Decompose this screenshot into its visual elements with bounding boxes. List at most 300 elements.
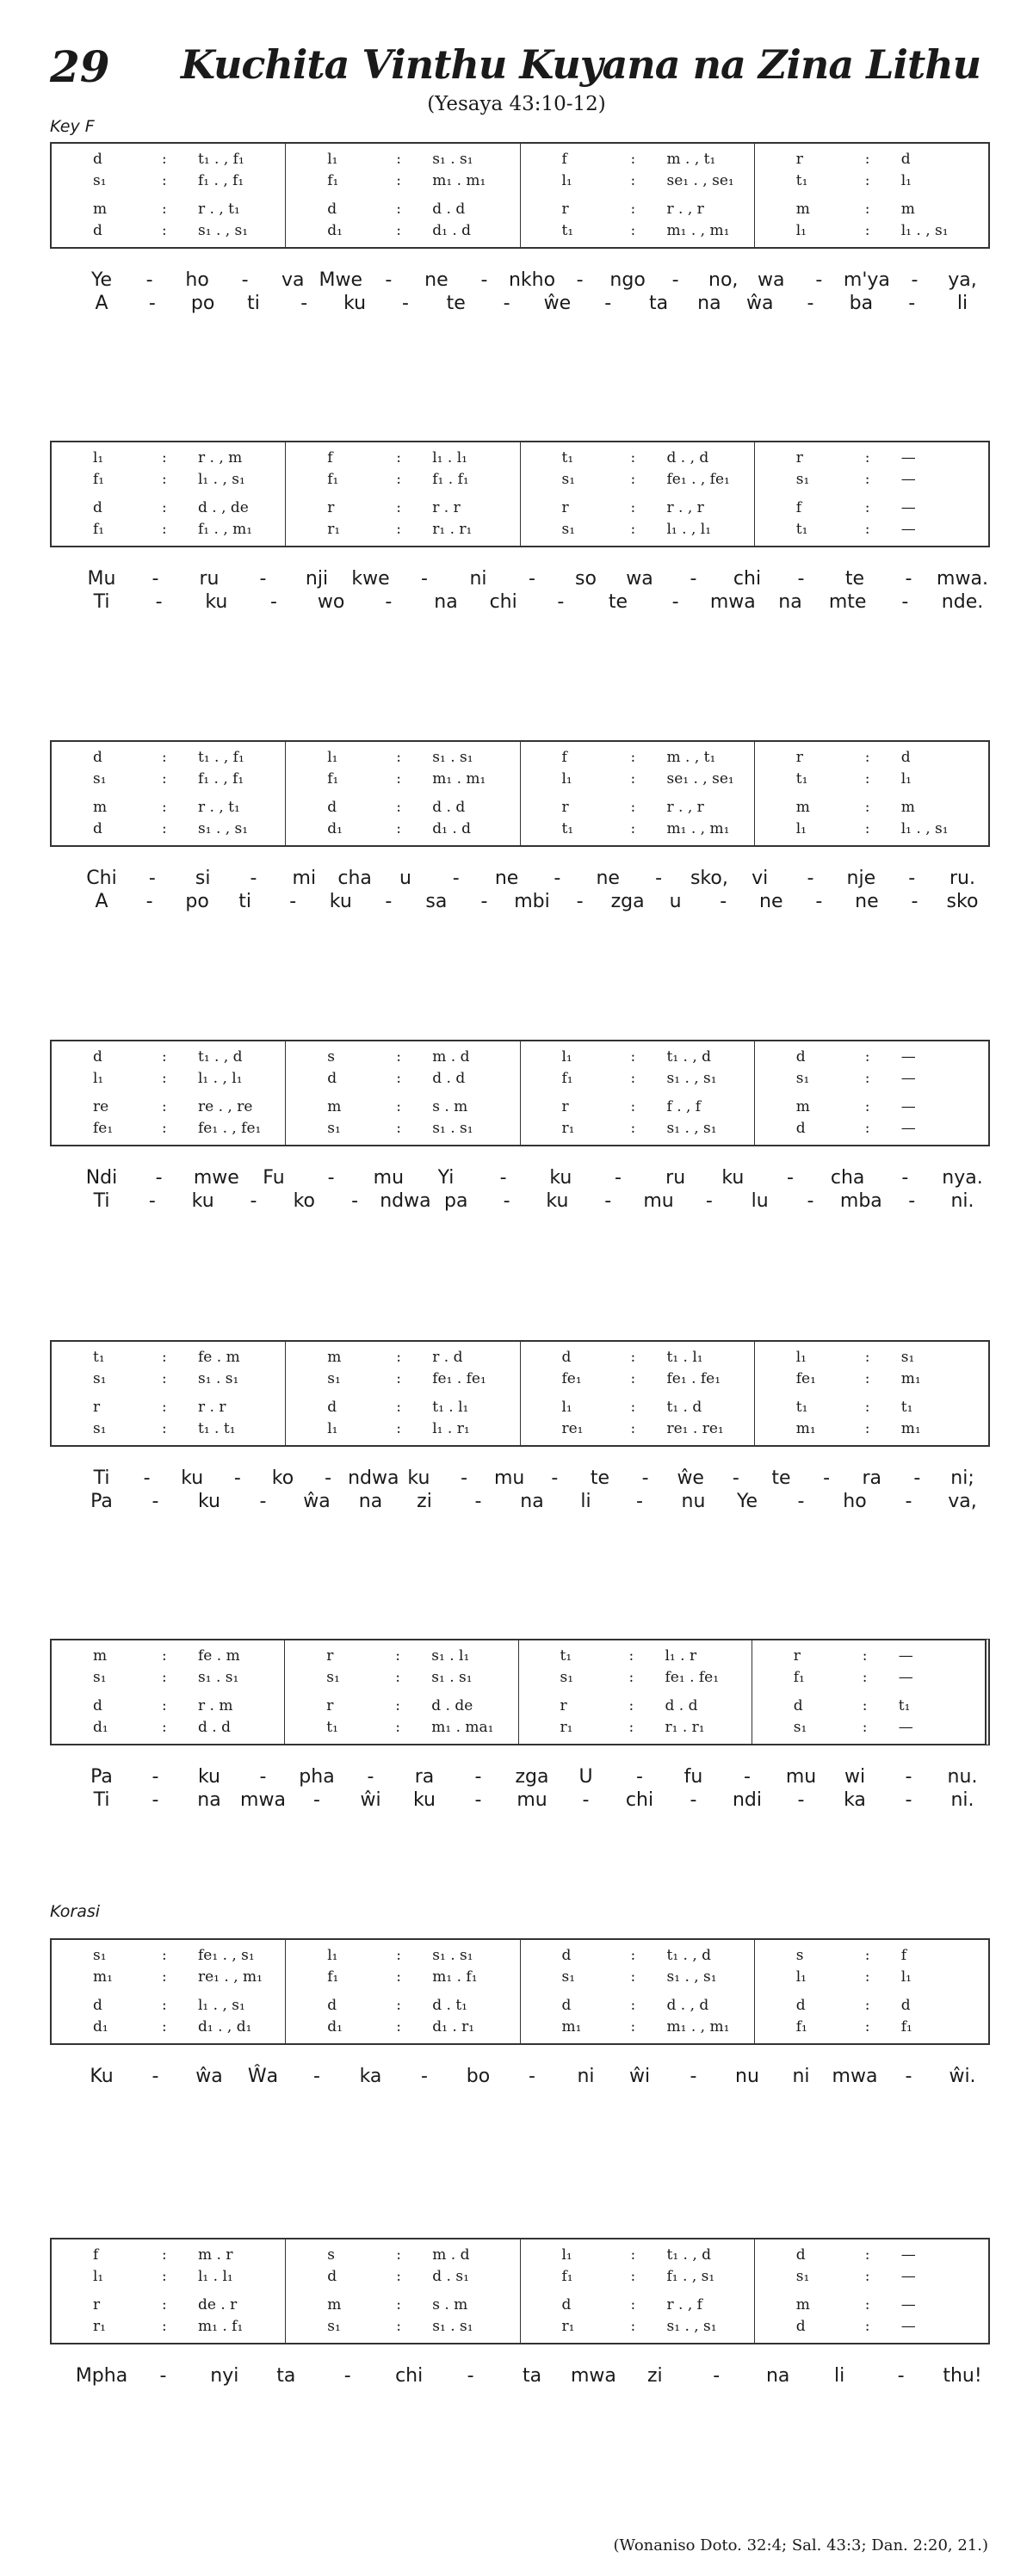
lyric-syllable: nu (735, 2066, 759, 2087)
beat-separator: : (162, 1098, 167, 1115)
solfa-note: m₁ (561, 2018, 582, 2035)
voice-line (286, 1120, 519, 1137)
lyric-syllable: ku (549, 1167, 572, 1189)
solfa-note: l₁ (327, 151, 338, 168)
beat-separator: : (630, 471, 636, 488)
beat-separator: : (630, 2018, 636, 2035)
syllable-hyphen: - (385, 591, 393, 613)
syllable-hyphen: - (155, 1167, 163, 1189)
lyric-syllable: zi (647, 2365, 663, 2387)
solfa-note: m₁ . m₁ (432, 770, 486, 788)
solfa-note: l₁ . , s₁ (198, 1997, 245, 2014)
syllable-hyphen: - (911, 269, 919, 291)
syllable-hyphen: - (690, 1789, 697, 1811)
solfa-note: m₁ (900, 1370, 921, 1387)
voice-line (755, 2268, 988, 2285)
voice-line (286, 1947, 519, 1964)
solfa-note: r (795, 749, 803, 766)
beat-separator: : (630, 1420, 636, 1437)
syllable-hyphen: - (576, 891, 584, 912)
lyric-syllable: ku (197, 1491, 221, 1512)
syllable-hyphen: - (259, 1491, 267, 1512)
beat-separator: : (162, 1669, 167, 1686)
voice-line (755, 222, 988, 239)
voice-line (521, 1370, 754, 1387)
beat-separator: : (630, 499, 636, 516)
beat-separator: : (396, 222, 401, 239)
lyric-syllable: Pa (90, 1766, 113, 1788)
lyrics-block (50, 2066, 990, 2089)
lyric-syllable: mwa (832, 2066, 878, 2087)
solfa-note: t₁ (561, 820, 574, 837)
syllable-hyphen: - (467, 2365, 474, 2387)
beat-separator: : (395, 1647, 400, 1665)
solfa-note: s . m (432, 1098, 468, 1115)
lyric-syllable: ku (412, 1789, 436, 1811)
solfa-note: re . , re (198, 1098, 253, 1115)
syllable-hyphen: - (815, 269, 823, 291)
voice-line (752, 1719, 985, 1736)
solfa-note: — (900, 2296, 916, 2313)
syllable-hyphen: - (461, 1467, 468, 1489)
lyric-syllable: pha (299, 1766, 335, 1788)
lyric-syllable: te (608, 591, 628, 613)
solfa-note: f₁ . , m₁ (198, 521, 253, 538)
lyric-line (50, 868, 990, 891)
solfa-note: s₁ . , s₁ (666, 1070, 717, 1087)
measure (52, 1940, 286, 2043)
beat-separator: : (864, 151, 870, 168)
footer-reference: (Wonaniso Doto. 32:4; Sal. 43:3; Dan. 2:20, 21.) (613, 2536, 988, 2554)
lyric-syllable: ru (665, 1167, 686, 1189)
lyric-syllable: ne (494, 868, 519, 889)
measure (52, 2239, 286, 2343)
solfa-note: f . , f (666, 1098, 702, 1115)
solfa-note: fe₁ . fe₁ (432, 1370, 486, 1387)
voice-line (521, 151, 754, 168)
solfa-note: m₁ . f₁ (432, 1968, 478, 1986)
beat-separator: : (864, 2318, 870, 2335)
beat-separator: : (396, 1070, 401, 1087)
solfa-note: re₁ (561, 1420, 584, 1437)
lyric-syllable: ne (596, 868, 620, 889)
measure (286, 2239, 520, 2343)
syllable-hyphen: - (897, 2365, 905, 2387)
beat-separator: : (162, 521, 167, 538)
voice-line (521, 2268, 754, 2285)
solfa-note: m₁ . ma₁ (431, 1719, 494, 1736)
lyric-syllable: ku (343, 293, 367, 314)
solfa-note: s₁ (795, 471, 810, 488)
solfa-note: t₁ . , d (666, 2246, 712, 2264)
lyric-syllable: Mu (87, 568, 116, 590)
voice-line (52, 222, 285, 239)
beat-separator: : (630, 1997, 636, 2014)
solfa-note: m₁ (900, 1420, 921, 1437)
beat-separator: : (630, 1070, 636, 1087)
measure (521, 144, 755, 247)
solfa-note: l₁ . , l₁ (198, 1070, 243, 1087)
lyric-syllable: na (697, 293, 721, 314)
voice-line (519, 1669, 752, 1686)
syllable-hyphen: - (499, 1167, 507, 1189)
voice-line (755, 1048, 988, 1066)
solfa-note: s₁ (93, 1947, 107, 1964)
lyric-syllable: Mwe (319, 269, 363, 291)
voice-line (521, 2246, 754, 2264)
solfa-note: f₁ . , s₁ (666, 2268, 715, 2285)
voice-line (521, 1968, 754, 1986)
solfa-note: s (327, 2246, 335, 2264)
beat-separator: : (162, 172, 167, 189)
voice-line (52, 151, 285, 168)
solfa-note: m . r (198, 2246, 233, 2264)
solfa-note: r . , m (198, 449, 243, 466)
lyric-syllable: ko (293, 1190, 315, 1212)
solfa-note: l₁ (561, 770, 572, 788)
beat-separator: : (630, 1349, 636, 1366)
syllable-hyphen: - (155, 591, 163, 613)
lyric-syllable: nu. (947, 1766, 978, 1788)
voice-line (752, 1697, 985, 1714)
solfa-note: m₁ . m₁ (432, 172, 486, 189)
solfa-note: l₁ (93, 2268, 104, 2285)
solfa-note: l₁ . l₁ (198, 2268, 233, 2285)
voice-line (286, 749, 519, 766)
beat-separator: : (630, 2296, 636, 2313)
solfa-note: — (900, 449, 916, 466)
solfa-note: d₁ . r₁ (432, 2018, 475, 2035)
voice-line (52, 1947, 285, 1964)
syllable-hyphen: - (908, 868, 916, 889)
voice-line (521, 820, 754, 837)
solfa-note: l₁ . r₁ (432, 1420, 470, 1437)
syllable-hyphen: - (908, 293, 916, 314)
lyric-syllable: no, (708, 269, 739, 291)
syllable-hyphen: - (905, 1789, 912, 1811)
song-number: 29 (50, 41, 110, 92)
solfa-note: s₁ . s₁ (198, 1669, 239, 1686)
solfa-note: s₁ (795, 1070, 810, 1087)
measure (755, 2239, 988, 2343)
lyric-syllable: Ku (90, 2066, 114, 2087)
lyric-syllable: ku (721, 1167, 745, 1189)
beat-separator: : (630, 2246, 636, 2264)
voice-line (521, 1098, 754, 1115)
lyric-syllable: ni (792, 2066, 810, 2087)
solfa-note: d (900, 151, 911, 168)
solfa-note: s₁ (93, 770, 107, 788)
syllable-hyphen: - (615, 1167, 622, 1189)
solfa-note: fe . m (198, 1647, 240, 1665)
lyric-syllable: wa (626, 568, 653, 590)
beat-separator: : (864, 471, 870, 488)
lyric-syllable: Ŵa (247, 2066, 279, 2087)
solfa-note: m (93, 1647, 108, 1665)
voice-line (52, 1070, 285, 1087)
solfa-note: s₁ . , s₁ (198, 820, 249, 837)
syllable-hyphen: - (908, 1190, 916, 1212)
beat-separator: : (864, 1968, 870, 1986)
syllable-hyphen: - (641, 1467, 649, 1489)
syllable-hyphen: - (152, 1491, 159, 1512)
beat-separator: : (162, 499, 167, 516)
voice-line (52, 2018, 285, 2035)
solfa-note: s₁ . s₁ (432, 2318, 473, 2335)
voice-line (521, 2018, 754, 2035)
lyric-syllable: ku (197, 1766, 221, 1788)
beat-separator: : (396, 1947, 401, 1964)
lyric-syllable: ya, (948, 269, 977, 291)
solfa-note: l₁ . , s₁ (198, 471, 245, 488)
voice-line (519, 1647, 752, 1665)
voice-line (286, 2268, 519, 2285)
voice-line (286, 1048, 519, 1066)
lyric-syllable: li (580, 1491, 591, 1512)
syllable-hyphen: - (474, 1491, 482, 1512)
solfa-note: re₁ . , m₁ (198, 1968, 263, 1986)
lyric-syllable: nji (305, 568, 329, 590)
score-system (50, 1340, 990, 1447)
solfa-note: r (561, 499, 569, 516)
solfa-note: r . , r (666, 799, 704, 816)
solfa-note: m (795, 1098, 810, 1115)
lyric-syllable: ho (843, 1491, 867, 1512)
solfa-staff (50, 142, 990, 249)
voice-line (52, 499, 285, 516)
solfa-note: r (795, 449, 803, 466)
solfa-note: r₁ (327, 521, 341, 538)
voice-line (286, 1997, 519, 2014)
lyric-syllable: te (590, 1467, 610, 1489)
syllable-hyphen: - (300, 293, 308, 314)
voice-line (755, 521, 988, 538)
solfa-note: f₁ (93, 471, 105, 488)
lyric-syllable: so (575, 568, 597, 590)
solfa-note: f₁ (561, 1070, 573, 1087)
syllable-hyphen: - (259, 1766, 267, 1788)
syllable-hyphen: - (152, 1766, 159, 1788)
syllable-hyphen: - (503, 293, 510, 314)
solfa-note: f (561, 749, 567, 766)
lyric-syllable: ku (407, 1467, 430, 1489)
beat-separator: : (630, 1370, 636, 1387)
solfa-note: d (795, 2318, 806, 2335)
solfa-note: d (93, 749, 102, 766)
solfa-note: f₁ (327, 1968, 339, 1986)
voice-line (755, 471, 988, 488)
solfa-note: s₁ . , s₁ (666, 1968, 717, 1986)
voice-line (52, 1098, 285, 1115)
lyric-syllable: A (95, 891, 108, 912)
lyric-syllable: ku (329, 891, 352, 912)
solfa-note: t₁ (561, 222, 574, 239)
voice-line (521, 449, 754, 466)
lyric-syllable: Mpha (75, 2365, 128, 2387)
beat-separator: : (395, 1719, 400, 1736)
solfa-note: d₁ . , d₁ (198, 2018, 252, 2035)
voice-line (521, 770, 754, 788)
beat-separator: : (864, 201, 870, 218)
lyric-syllable: Chi (86, 868, 117, 889)
solfa-note: d₁ (327, 2018, 343, 2035)
beat-separator: : (162, 471, 167, 488)
lyric-syllable: ŵa (745, 293, 774, 314)
solfa-note: m (327, 1098, 342, 1115)
beat-separator: : (630, 1120, 636, 1137)
solfa-note: l₁ . , l₁ (666, 521, 712, 538)
lyric-syllable: ne (855, 891, 879, 912)
lyric-syllable: te (771, 1467, 791, 1489)
score-system (50, 1040, 990, 1146)
solfa-note: t₁ (93, 1349, 105, 1366)
solfa-note: d (327, 2268, 337, 2285)
solfa-note: r . d (432, 1349, 463, 1366)
beat-separator: : (864, 499, 870, 516)
lyric-syllable: ta (276, 2365, 296, 2387)
solfa-note: r (326, 1647, 334, 1665)
voice-line (286, 2318, 519, 2335)
solfa-note: r (327, 499, 335, 516)
beat-separator: : (396, 1997, 401, 2014)
beat-separator: : (396, 820, 401, 837)
solfa-note: t₁ . , f₁ (198, 749, 244, 766)
lyric-syllable: fu (684, 1766, 703, 1788)
voice-line (52, 799, 285, 816)
lyric-syllable: zi (417, 1491, 432, 1512)
voice-line (755, 1399, 988, 1416)
lyric-syllable: ŵa (303, 1491, 331, 1512)
solfa-note: d (900, 1997, 911, 2014)
beat-separator: : (630, 449, 636, 466)
measure (755, 442, 988, 546)
beat-separator: : (630, 799, 636, 816)
solfa-note: s₁ . , s₁ (198, 222, 249, 239)
voice-line (52, 172, 285, 189)
lyric-syllable: chi (733, 568, 762, 590)
lyric-syllable: U (578, 1766, 593, 1788)
beat-separator: : (864, 521, 870, 538)
voice-line (521, 1947, 754, 1964)
syllable-hyphen: - (148, 1190, 156, 1212)
beat-separator: : (628, 1669, 634, 1686)
solfa-note: l₁ (93, 1070, 104, 1087)
voice-line (285, 1719, 517, 1736)
voice-line (521, 749, 754, 766)
voice-line (52, 1647, 284, 1665)
beat-separator: : (396, 1420, 401, 1437)
solfa-note: f₁ (795, 2018, 807, 2035)
syllable-hyphen: - (152, 568, 159, 590)
syllable-hyphen: - (474, 1766, 482, 1788)
lyric-syllable: mwa (709, 591, 756, 613)
solfa-note: l₁ (561, 1048, 572, 1066)
beat-separator: : (864, 1048, 870, 1066)
syllable-hyphen: - (529, 568, 535, 590)
syllable-hyphen: - (732, 1467, 739, 1489)
lyric-syllable: zga (610, 891, 645, 912)
solfa-note: — (900, 2318, 916, 2335)
solfa-note: t₁ (560, 1647, 572, 1665)
lyric-syllable: ni (577, 2066, 595, 2087)
beat-separator: : (162, 1947, 167, 1964)
solfa-note: l₁ . r (665, 1647, 697, 1665)
voice-line (52, 1697, 284, 1714)
beat-separator: : (864, 1370, 870, 1387)
voice-line (755, 1098, 988, 1115)
beat-separator: : (162, 1399, 167, 1416)
beat-separator: : (630, 1098, 636, 1115)
syllable-hyphen: - (905, 568, 912, 590)
solfa-note: d₁ (93, 1719, 108, 1736)
syllable-hyphen: - (259, 568, 267, 590)
solfa-note: l₁ (795, 222, 807, 239)
measure (755, 1940, 988, 2043)
syllable-hyphen: - (474, 1789, 482, 1811)
lyric-syllable: mu (785, 1766, 817, 1788)
score-system (50, 1639, 990, 1745)
lyric-line (50, 2066, 990, 2089)
solfa-note: t₁ (795, 521, 808, 538)
measure (521, 442, 755, 546)
lyric-syllable: ŵa (195, 2066, 223, 2087)
beat-separator: : (864, 749, 870, 766)
solfa-note: r₁ . r₁ (432, 521, 473, 538)
solfa-staff (50, 740, 990, 847)
voice-line (52, 2246, 285, 2264)
voice-line (52, 1420, 285, 1437)
lyrics-block (50, 269, 990, 316)
beat-separator: : (396, 471, 401, 488)
solfa-note: r . r (198, 1399, 226, 1416)
solfa-note: t₁ (900, 1399, 913, 1416)
lyric-line (50, 1789, 990, 1813)
lyric-syllable: lu (751, 1190, 769, 1212)
syllable-hyphen: - (807, 293, 814, 314)
syllable-hyphen: - (421, 2066, 428, 2087)
solfa-note: d (93, 499, 102, 516)
beat-separator: : (162, 799, 167, 816)
beat-separator: : (162, 1697, 167, 1714)
syllable-hyphen: - (327, 1167, 335, 1189)
lyric-syllable: li (834, 2365, 845, 2387)
solfa-note: s (795, 1947, 804, 1964)
solfa-note: s₁ . s₁ (198, 1370, 239, 1387)
syllable-hyphen: - (905, 2066, 912, 2087)
solfa-note: f₁ . f₁ (432, 471, 469, 488)
voice-line (52, 1997, 285, 2014)
measure (52, 1041, 286, 1145)
beat-separator: : (162, 1968, 167, 1986)
voice-line (52, 1719, 284, 1736)
voice-line (755, 2318, 988, 2335)
voice-line (286, 1968, 519, 1986)
solfa-note: s₁ (327, 1370, 341, 1387)
lyric-syllable: ta (522, 2365, 542, 2387)
voice-line (755, 1997, 988, 2014)
voice-line (755, 1947, 988, 1964)
lyric-syllable: mu (493, 1467, 525, 1489)
solfa-note: s₁ (795, 2268, 810, 2285)
syllable-hyphen: - (797, 1491, 805, 1512)
score-system (50, 2238, 990, 2344)
syllable-hyphen: - (452, 868, 460, 889)
lyric-line (50, 891, 990, 914)
beat-separator: : (162, 1120, 167, 1137)
voice-line (755, 2018, 988, 2035)
voice-line (286, 2296, 519, 2313)
solfa-note: s₁ (326, 1669, 340, 1686)
